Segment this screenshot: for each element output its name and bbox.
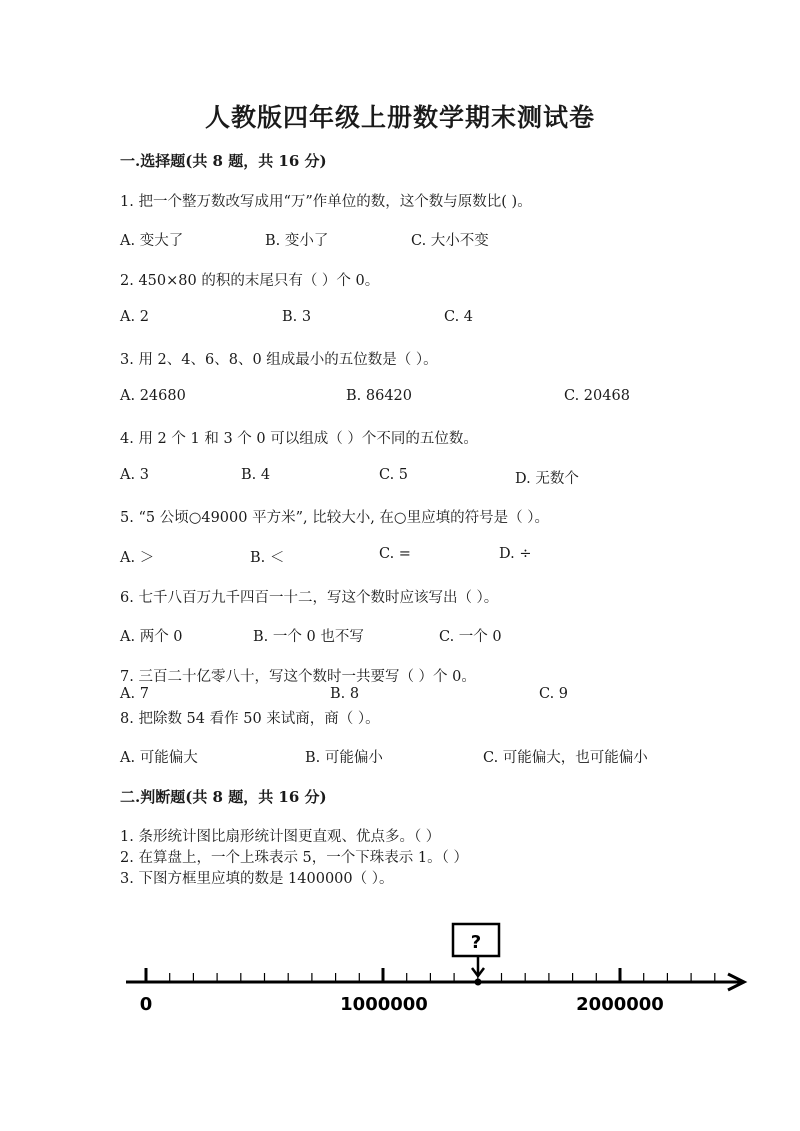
option-8b: B. 可能偏小	[305, 750, 383, 766]
option-6a: A. 两个 0	[120, 629, 183, 645]
number-line-ticks	[146, 968, 715, 982]
page-title: 人教版四年级上册数学期末测试卷	[204, 103, 595, 132]
option-6c: C. 一个 0	[439, 629, 502, 645]
option-1b: B. 变小了	[265, 233, 329, 249]
question-3: 3. 用 2、4、6、8、0 组成最小的五位数是（ ）。	[120, 352, 438, 368]
option-6b: B. 一个 0 也不写	[253, 629, 364, 645]
option-3c: C. 20468	[564, 388, 630, 404]
option-1c: C. 大小不变	[411, 233, 489, 249]
option-8c: C. 可能偏大，也可能偏小	[483, 750, 648, 766]
option-5a: A. ＞	[120, 550, 155, 566]
option-7b: B. 8	[330, 686, 360, 702]
option-2b: B. 3	[282, 309, 312, 325]
option-2a: A. 2	[120, 309, 149, 325]
option-2c: C. 4	[444, 309, 474, 325]
option-4d: D. 无数个	[515, 471, 579, 487]
judgement-3: 3. 下图方框里应填的数是 1400000（ ）。	[120, 871, 394, 887]
question-4: 4. 用 2 个 1 和 3 个 0 可以组成（ ）个不同的五位数。	[120, 431, 478, 447]
tick-label-0: 0	[139, 994, 153, 1015]
option-4a: A. 3	[120, 467, 149, 483]
question-mark: ?	[470, 932, 482, 953]
option-1a: A. 变大了	[120, 233, 184, 249]
question-8: 8. 把除数 54 看作 50 来试商，商（ ）。	[120, 711, 380, 727]
option-8a: A. 可能偏大	[120, 750, 198, 766]
tick-label-1000000: 1000000	[340, 994, 428, 1015]
option-5c: C. =	[379, 546, 411, 562]
section-heading-judgement: 二.判断题(共 8 题，共 16 分)	[120, 788, 327, 806]
option-7a: A. 7	[120, 686, 149, 702]
judgement-2: 2. 在算盘上，一个上珠表示 5，一个下珠表示 1。（ ）	[120, 850, 468, 866]
option-3b: B. 86420	[346, 388, 413, 404]
option-5b: B. ＜	[250, 550, 285, 566]
question-1: 1. 把一个整万数改写成用“万”作单位的数，这个数与原数比( )。	[120, 194, 532, 210]
question-2: 2. 450×80 的积的末尾只有（ ）个 0。	[120, 273, 380, 289]
option-5d: D. ÷	[499, 546, 532, 562]
option-7c: C. 9	[539, 686, 569, 702]
option-3a: A. 24680	[120, 388, 186, 404]
judgement-1: 1. 条形统计图比扇形统计图更直观、优点多。（ ）	[120, 829, 441, 845]
number-line-figure	[118, 918, 758, 1018]
question-7: 7. 三百二十亿零八十，写这个数时一共要写（ ）个 0。	[120, 669, 476, 685]
question-6: 6. 七千八百万九千四百一十二，写这个数时应该写出（ ）。	[120, 590, 499, 606]
question-5: 5. “5 公顷○49000 平方米”, 比较大小, 在○里应填的符号是（ ）。	[120, 510, 549, 526]
section-heading-choice: 一.选择题(共 8 题，共 16 分)	[120, 152, 327, 170]
option-4b: B. 4	[241, 467, 271, 483]
tick-label-2000000: 2000000	[576, 994, 664, 1015]
marked-point	[475, 979, 482, 986]
option-4c: C. 5	[379, 467, 409, 483]
